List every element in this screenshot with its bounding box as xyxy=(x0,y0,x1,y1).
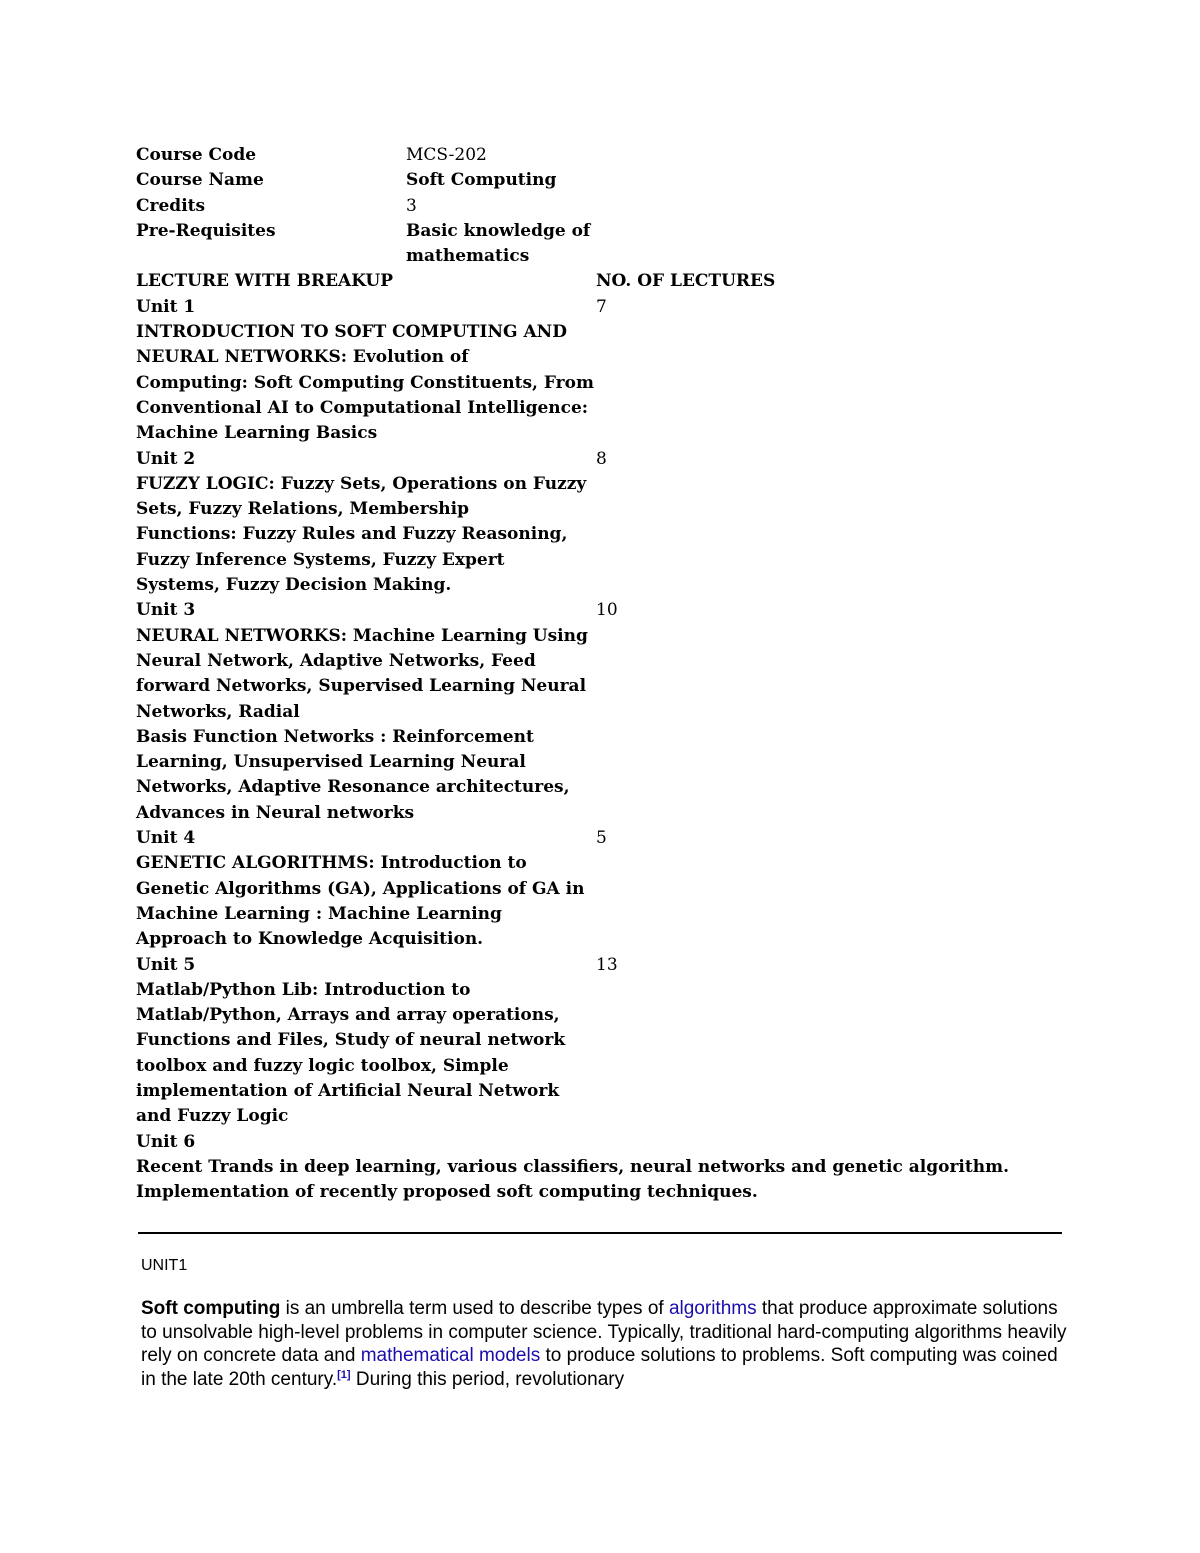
unit-description-line xyxy=(136,497,1066,522)
paragraph-text-1: is an umbrella term used to describe types of xyxy=(280,1298,669,1319)
course-syllabus xyxy=(136,143,1066,1205)
unit-title: Unit 2 xyxy=(136,448,196,469)
unit-topic-text: implementation of Artificial Neural Network xyxy=(136,1080,560,1101)
unit-topic-text: Matlab/Python, Arrays and array operations, xyxy=(136,1005,560,1026)
unit-topic-text: Conventional AI to Computational Intelligence: xyxy=(136,397,589,418)
unit-title: Unit 4 xyxy=(136,828,196,849)
unit-topic-heading: Matlab/Python Lib: xyxy=(136,979,319,1000)
unit-topic-heading: GENETIC ALGORITHMS: xyxy=(136,853,375,874)
course-name-value: Soft Computing xyxy=(406,170,557,191)
unit-topic-text: Computing: Soft Computing Constituents, From xyxy=(136,372,594,393)
unit-title-row xyxy=(136,826,1066,851)
unit-description-line xyxy=(136,320,1066,345)
unit-description-line xyxy=(136,877,1066,902)
unit-title-row xyxy=(136,598,1066,623)
prereq-row-continued xyxy=(136,244,1066,269)
num-lectures-header: NO. OF LECTURES xyxy=(596,271,776,292)
unit-topic-text: Neural Network, Adaptive Networks, Feed xyxy=(136,650,536,671)
unit-topic-text: Machine Learning Basics xyxy=(136,423,378,444)
unit-topic-text: Introduction to xyxy=(374,853,527,874)
unit-description-line xyxy=(136,345,1066,370)
paragraph-lead-term: Soft computing xyxy=(141,1298,281,1319)
unit-topic-text: toolbox and fuzzy logic toolbox, Simple xyxy=(136,1055,509,1076)
unit-topic-text: Implementation of recently proposed soft computing techniques. xyxy=(136,1182,758,1203)
unit-topic-heading: INTRODUCTION TO SOFT COMPUTING AND xyxy=(136,322,567,343)
unit-title-row xyxy=(136,447,1066,472)
unit-description-line xyxy=(136,927,1066,952)
unit-description-line xyxy=(136,700,1066,725)
unit-description-line xyxy=(136,902,1066,927)
unit-topic-text: Machine Learning Using xyxy=(347,625,588,646)
mathematical-models-link[interactable]: mathematical models xyxy=(360,1345,541,1366)
prereq-value-line2: mathematics xyxy=(406,246,530,267)
unit-description-line xyxy=(136,750,1066,775)
unit-title: Unit 1 xyxy=(136,296,196,317)
course-code-value: MCS-202 xyxy=(406,145,487,165)
unit-title: Unit 5 xyxy=(136,954,196,975)
unit-title: Unit 3 xyxy=(136,600,196,621)
unit-description-line xyxy=(136,1104,1066,1129)
unit-topic-text: Recent Trands in deep learning, various classifiers, neural networks and genetic algorithm. xyxy=(136,1156,1010,1177)
unit-description-line xyxy=(136,649,1066,674)
unit-description-line xyxy=(136,548,1066,573)
unit-description-line xyxy=(136,421,1066,446)
prereq-value-line1: Basic knowledge of xyxy=(406,220,591,241)
unit-topic-text: Fuzzy Sets, Operations on Fuzzy xyxy=(274,473,587,494)
lecture-breakup-header: LECTURE WITH BREAKUP xyxy=(136,271,394,292)
unit-topic-text: Approach to Knowledge Acquisition. xyxy=(136,929,484,950)
unit-title-row xyxy=(136,1130,1066,1155)
unit1-heading: UNIT1 xyxy=(141,1257,188,1274)
unit-topic-text: forward Networks, Supervised Learning Neural xyxy=(136,676,587,697)
unit-topic-text: and Fuzzy Logic xyxy=(136,1106,289,1127)
unit-topic-text: Machine Learning : Machine Learning xyxy=(136,903,502,924)
unit-lecture-count: 13 xyxy=(596,954,618,975)
course-name-label: Course Name xyxy=(136,170,264,191)
citation-link[interactable]: [1] xyxy=(337,1368,351,1381)
unit-topic-text: Learning, Unsupervised Learning Neural xyxy=(136,752,526,773)
credits-row xyxy=(136,194,1066,219)
units-list xyxy=(136,295,1066,1206)
unit-description-line xyxy=(136,801,1066,826)
unit-topic-heading: NEURAL NETWORKS: xyxy=(136,625,348,646)
unit-topic-text: Introduction to xyxy=(318,979,471,1000)
unit-description-line xyxy=(136,978,1066,1003)
unit-description-line xyxy=(136,725,1066,750)
unit-description-line xyxy=(136,1155,1066,1180)
unit-description-line xyxy=(136,851,1066,876)
unit-description-line xyxy=(136,674,1066,699)
unit-description-line xyxy=(136,1054,1066,1079)
unit-topic-text: Networks, Radial xyxy=(136,701,300,722)
unit-description-line xyxy=(136,624,1066,649)
unit-description-line xyxy=(136,522,1066,547)
unit-topic-text: Networks, Adaptive Resonance architectures, xyxy=(136,777,570,798)
unit-description-line xyxy=(136,472,1066,497)
paragraph-text-2: that produce approximate solutions to unsolvable high-level problems in computer science. Typically, traditional hard-computing algorithms heavily rely on concrete data and xyxy=(141,1298,1067,1366)
unit-topic-text: Functions: Fuzzy Rules and Fuzzy Reasoning, xyxy=(136,524,568,545)
unit-topic-text: Sets, Fuzzy Relations, Membership xyxy=(136,499,469,520)
unit-description-line xyxy=(136,775,1066,800)
unit-description-line xyxy=(136,573,1066,598)
unit-description-line xyxy=(136,1180,1066,1205)
unit-topic-text: Genetic Algorithms (GA), Applications of GA in xyxy=(136,878,585,899)
table-header-row xyxy=(136,269,1066,294)
credits-label: Credits xyxy=(136,195,206,216)
paragraph-text-4: During this period, revolutionary xyxy=(350,1368,625,1390)
horizontal-divider xyxy=(138,1232,1062,1234)
unit-topic-text: Functions and Files, Study of neural network xyxy=(136,1030,566,1051)
algorithms-link[interactable]: algorithms xyxy=(668,1298,757,1319)
unit-description-line xyxy=(136,1003,1066,1028)
course-code-label: Course Code xyxy=(136,145,257,165)
unit-description-line xyxy=(136,1028,1066,1053)
credits-value: 3 xyxy=(406,195,417,216)
unit-lecture-count: 7 xyxy=(596,296,607,317)
soft-computing-paragraph xyxy=(141,1297,1076,1391)
course-name-row xyxy=(136,168,1066,193)
unit-topic-text: Basis Function Networks : Reinforcement xyxy=(136,726,534,747)
unit-topic-text: Evolution of xyxy=(347,347,469,368)
unit-lecture-count: 8 xyxy=(596,448,607,469)
course-code-row xyxy=(136,143,1066,168)
unit-lecture-count: 10 xyxy=(596,600,618,621)
unit-lecture-count: 5 xyxy=(596,828,607,849)
unit-topic-heading: FUZZY LOGIC: xyxy=(136,473,275,494)
unit-title: Unit 6 xyxy=(136,1131,196,1152)
paragraph-text-3: to produce solutions to problems. Soft computing was coined in the late 20th century. xyxy=(141,1345,1058,1390)
prereq-row xyxy=(136,219,1066,244)
unit-topic-text: Advances in Neural networks xyxy=(136,802,415,823)
unit-title-row xyxy=(136,295,1066,320)
unit-topic-text: Systems, Fuzzy Decision Making. xyxy=(136,575,452,596)
prereq-label: Pre-Requisites xyxy=(136,220,276,241)
unit-description-line xyxy=(136,371,1066,396)
unit-description-line xyxy=(136,1079,1066,1104)
unit-title-row xyxy=(136,953,1066,978)
unit-topic-heading: NEURAL NETWORKS: xyxy=(136,347,348,368)
unit-topic-text: Fuzzy Inference Systems, Fuzzy Expert xyxy=(136,549,505,570)
unit-description-line xyxy=(136,396,1066,421)
